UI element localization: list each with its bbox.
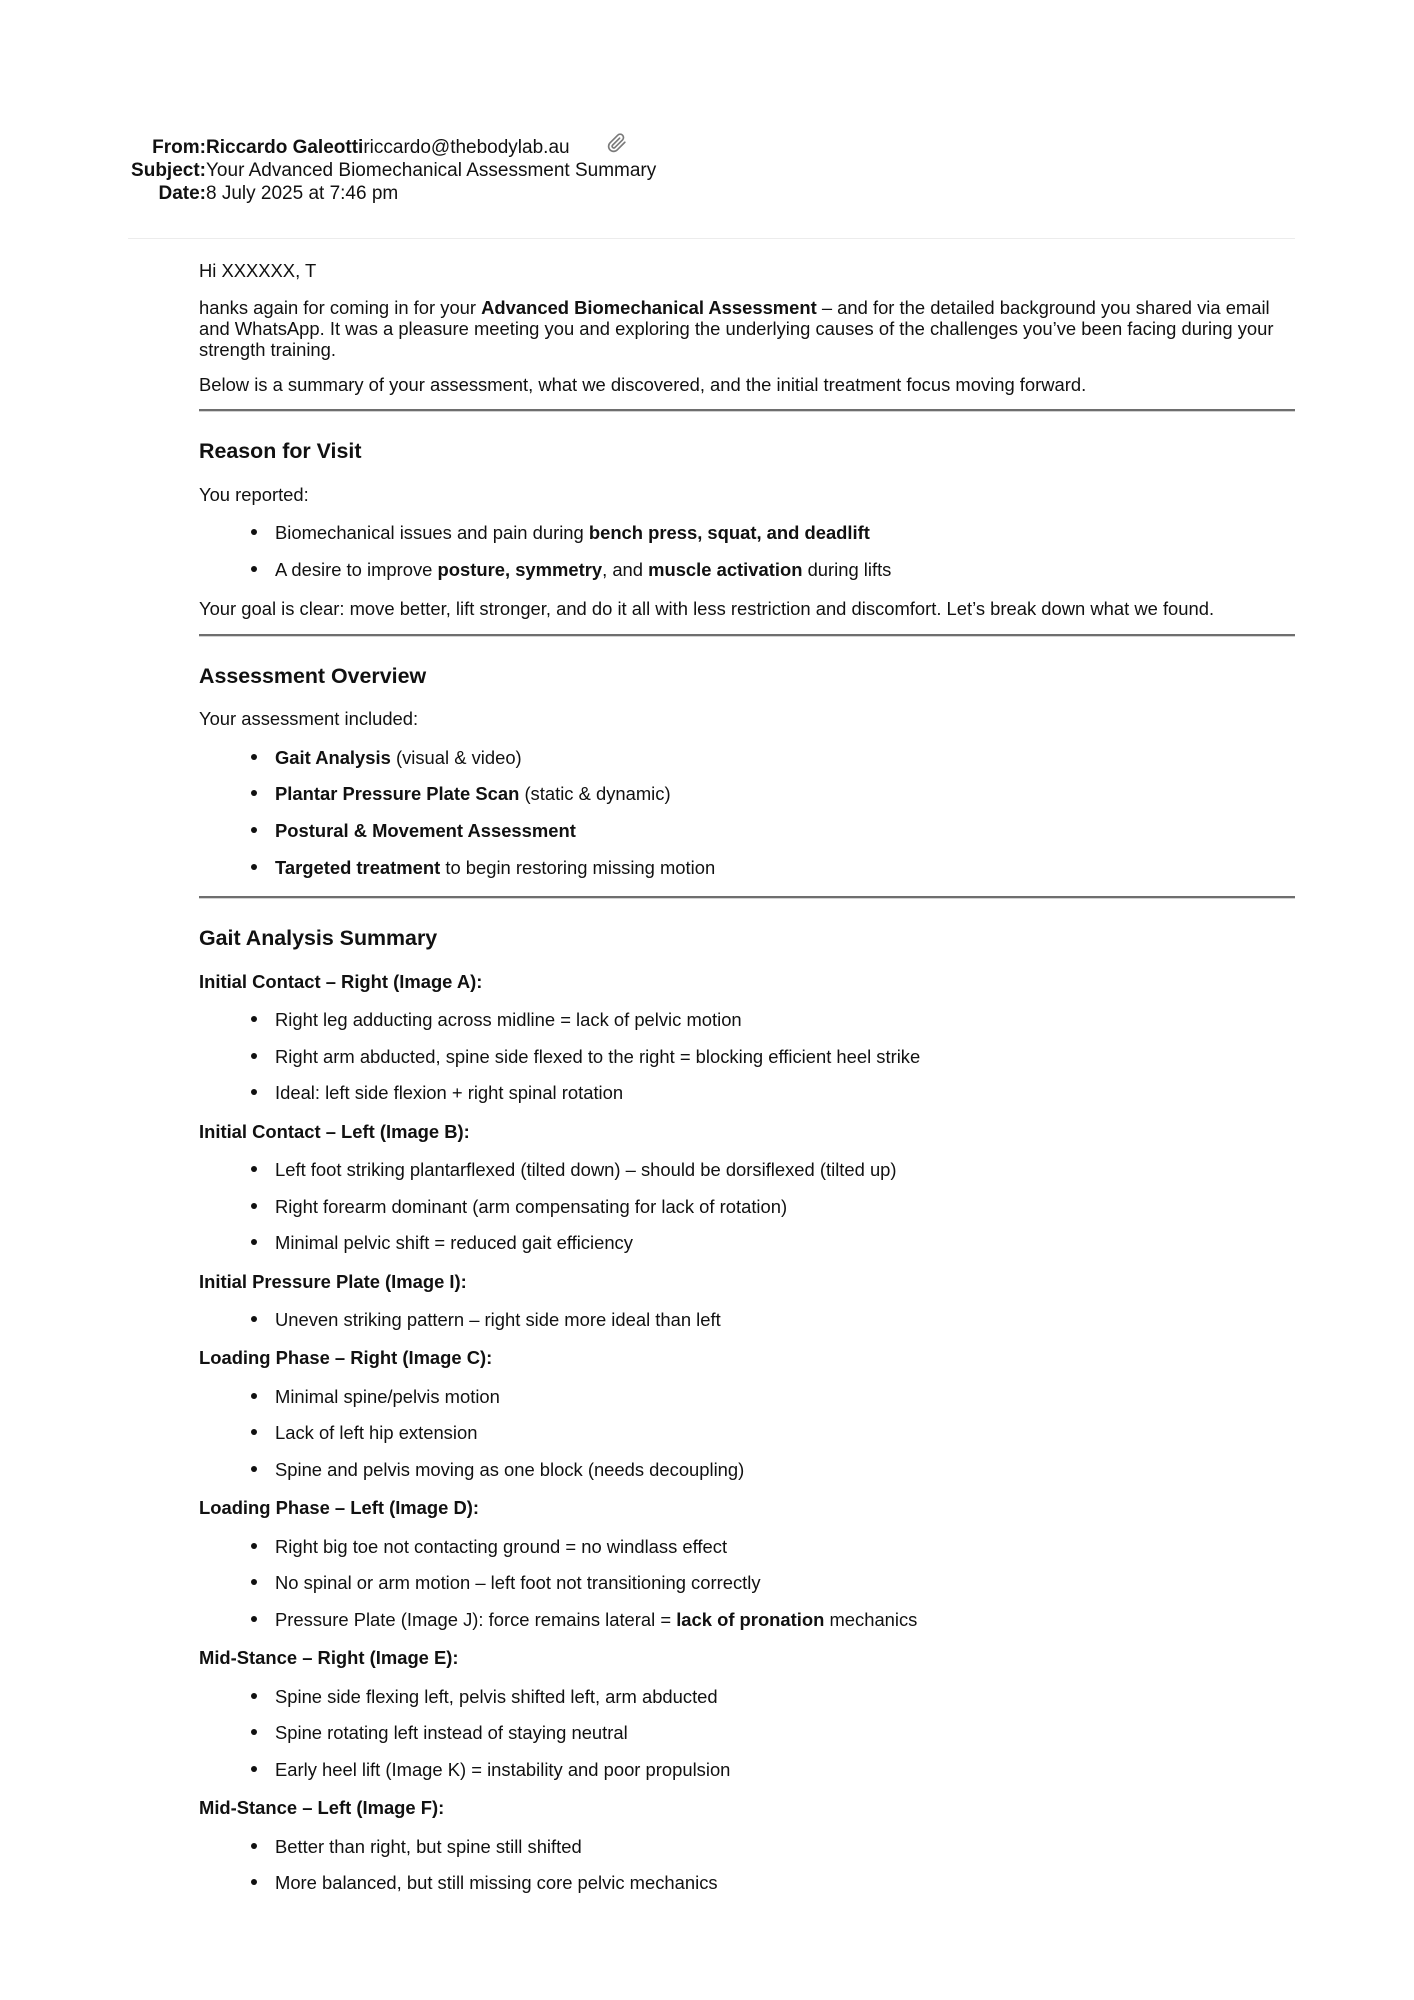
subject-label: Subject: — [131, 159, 206, 181]
list-item: Lack of left hip extension — [275, 1422, 1295, 1443]
gait-phase-list — [199, 1536, 1295, 1630]
section-divider — [199, 634, 1295, 637]
subject-row — [0, 159, 656, 182]
gait-phase-list — [199, 1309, 1295, 1330]
email-body — [199, 260, 1295, 1894]
paperclip-icon — [607, 133, 627, 153]
item-emphasis: Postural & Movement Assessment — [275, 819, 576, 841]
item-emphasis: lack of pronation — [676, 1609, 825, 1631]
item-text: , and — [602, 558, 649, 580]
list-item: Left foot striking plantarflexed (tilted down) – should be dorsiflexed (tilted up) — [275, 1159, 1295, 1180]
subject-text: Your Advanced Biomechanical Assessment Summary — [206, 159, 657, 181]
summary-line: Below is a summary of your assessment, what we discovered, and the initial treatment focus moving forward. — [199, 373, 1087, 395]
list-item: Spine side flexing left, pelvis shifted left, arm abducted — [275, 1686, 1295, 1707]
date-row — [0, 182, 656, 205]
item-text: to begin restoring missing motion — [440, 856, 716, 878]
gait-phase-list — [199, 1686, 1295, 1780]
gait-phase-label: Loading Phase – Right (Image C): — [199, 1347, 493, 1369]
intro-text: hanks again for coming in for your — [199, 296, 482, 318]
gait-phase-label: Initial Contact – Right (Image A): — [199, 970, 483, 992]
list-item: Right forearm dominant (arm compensating for lack of rotation) — [275, 1196, 1295, 1217]
list-item — [275, 820, 1295, 841]
sender-name: Riccardo Galeotti — [206, 136, 364, 158]
gait-phase-list — [199, 1836, 1295, 1894]
greeting: Hi XXXXXX, T — [199, 259, 317, 281]
list-item: Uneven striking pattern – right side more ideal than left — [275, 1309, 1295, 1330]
item-emphasis: Plantar Pressure Plate Scan — [275, 783, 520, 805]
item-text: (static & dynamic) — [519, 783, 671, 805]
list-item — [275, 747, 1295, 768]
list-item: Ideal: left side flexion + right spinal rotation — [275, 1082, 1295, 1103]
reason-lead: You reported: — [199, 483, 309, 505]
item-text: A desire to improve — [275, 558, 438, 580]
reason-closing: Your goal is clear: move better, lift stronger, and do it all with less restriction and discomfort. Let’s break down what we found. — [199, 597, 1215, 619]
from-row — [0, 136, 656, 159]
reason-list — [199, 522, 1295, 580]
list-item: Better than right, but spine still shifted — [275, 1836, 1295, 1857]
header-divider — [128, 238, 1295, 239]
intro-text: – and for the detailed background you shared via email and WhatsApp. It was a pleasure meeting you and exploring the underlying causes of the challenges you’ve been facing during your strength training. — [199, 296, 1274, 360]
section-divider — [199, 409, 1295, 412]
list-item: Spine and pelvis moving as one block (needs decoupling) — [275, 1459, 1295, 1480]
item-emphasis: bench press, squat, and deadlift — [588, 522, 870, 544]
overview-list — [199, 747, 1295, 878]
intro-emphasis: Advanced Biomechanical Assessment — [481, 296, 817, 318]
from-label: From: — [152, 136, 206, 158]
date-text: 8 July 2025 at 7:46 pm — [206, 182, 399, 204]
gait-phase-label: Initial Pressure Plate (Image I): — [199, 1270, 467, 1292]
list-item — [275, 522, 1295, 543]
item-text: mechanics — [824, 1609, 918, 1631]
gait-phase-label: Mid-Stance – Left (Image F): — [199, 1797, 445, 1819]
item-emphasis: posture, symmetry — [437, 558, 603, 580]
section-title-overview: Assessment Overview — [199, 663, 427, 688]
list-item: More balanced, but still missing core pelvic mechanics — [275, 1872, 1295, 1893]
gait-phase-list — [199, 1386, 1295, 1480]
gait-phase-list — [199, 1009, 1295, 1103]
list-item — [275, 559, 1295, 580]
overview-lead: Your assessment included: — [199, 708, 419, 730]
item-text: Biomechanical issues and pain during — [275, 522, 589, 544]
list-item: Right leg adducting across midline = lack of pelvic motion — [275, 1009, 1295, 1030]
item-emphasis: muscle activation — [648, 558, 803, 580]
section-title-gait: Gait Analysis Summary — [199, 926, 438, 951]
gait-phase-label: Mid-Stance – Right (Image E): — [199, 1647, 459, 1669]
sender-email: riccardo@thebodylab.au — [363, 136, 570, 158]
intro-paragraph — [199, 297, 1295, 360]
list-item: Early heel lift (Image K) = instability and poor propulsion — [275, 1759, 1295, 1780]
item-text: (visual & video) — [390, 746, 522, 768]
gait-phase-label: Initial Contact – Left (Image B): — [199, 1120, 470, 1142]
list-item: Spine rotating left instead of staying neutral — [275, 1722, 1295, 1743]
list-item: Minimal spine/pelvis motion — [275, 1386, 1295, 1407]
item-emphasis: Gait Analysis — [275, 746, 391, 768]
list-item — [275, 857, 1295, 878]
gait-phase-label: Loading Phase – Left (Image D): — [199, 1497, 479, 1519]
item-text: during lifts — [802, 558, 892, 580]
list-item: Right big toe not contacting ground = no windlass effect — [275, 1536, 1295, 1557]
gait-phase-list — [199, 1159, 1295, 1253]
list-item: Minimal pelvic shift = reduced gait efficiency — [275, 1232, 1295, 1253]
section-divider — [199, 896, 1295, 899]
item-text: Pressure Plate (Image J): force remains lateral = — [275, 1609, 677, 1631]
list-item: Right arm abducted, spine side flexed to the right = blocking efficient heel strike — [275, 1046, 1295, 1067]
section-title-reason: Reason for Visit — [199, 439, 362, 463]
item-emphasis: Targeted treatment — [275, 856, 441, 878]
list-item: No spinal or arm motion – left foot not transitioning correctly — [275, 1572, 1295, 1593]
email-header — [0, 136, 656, 205]
list-item — [275, 1609, 1295, 1630]
date-label: Date: — [158, 182, 206, 204]
list-item — [275, 783, 1295, 804]
